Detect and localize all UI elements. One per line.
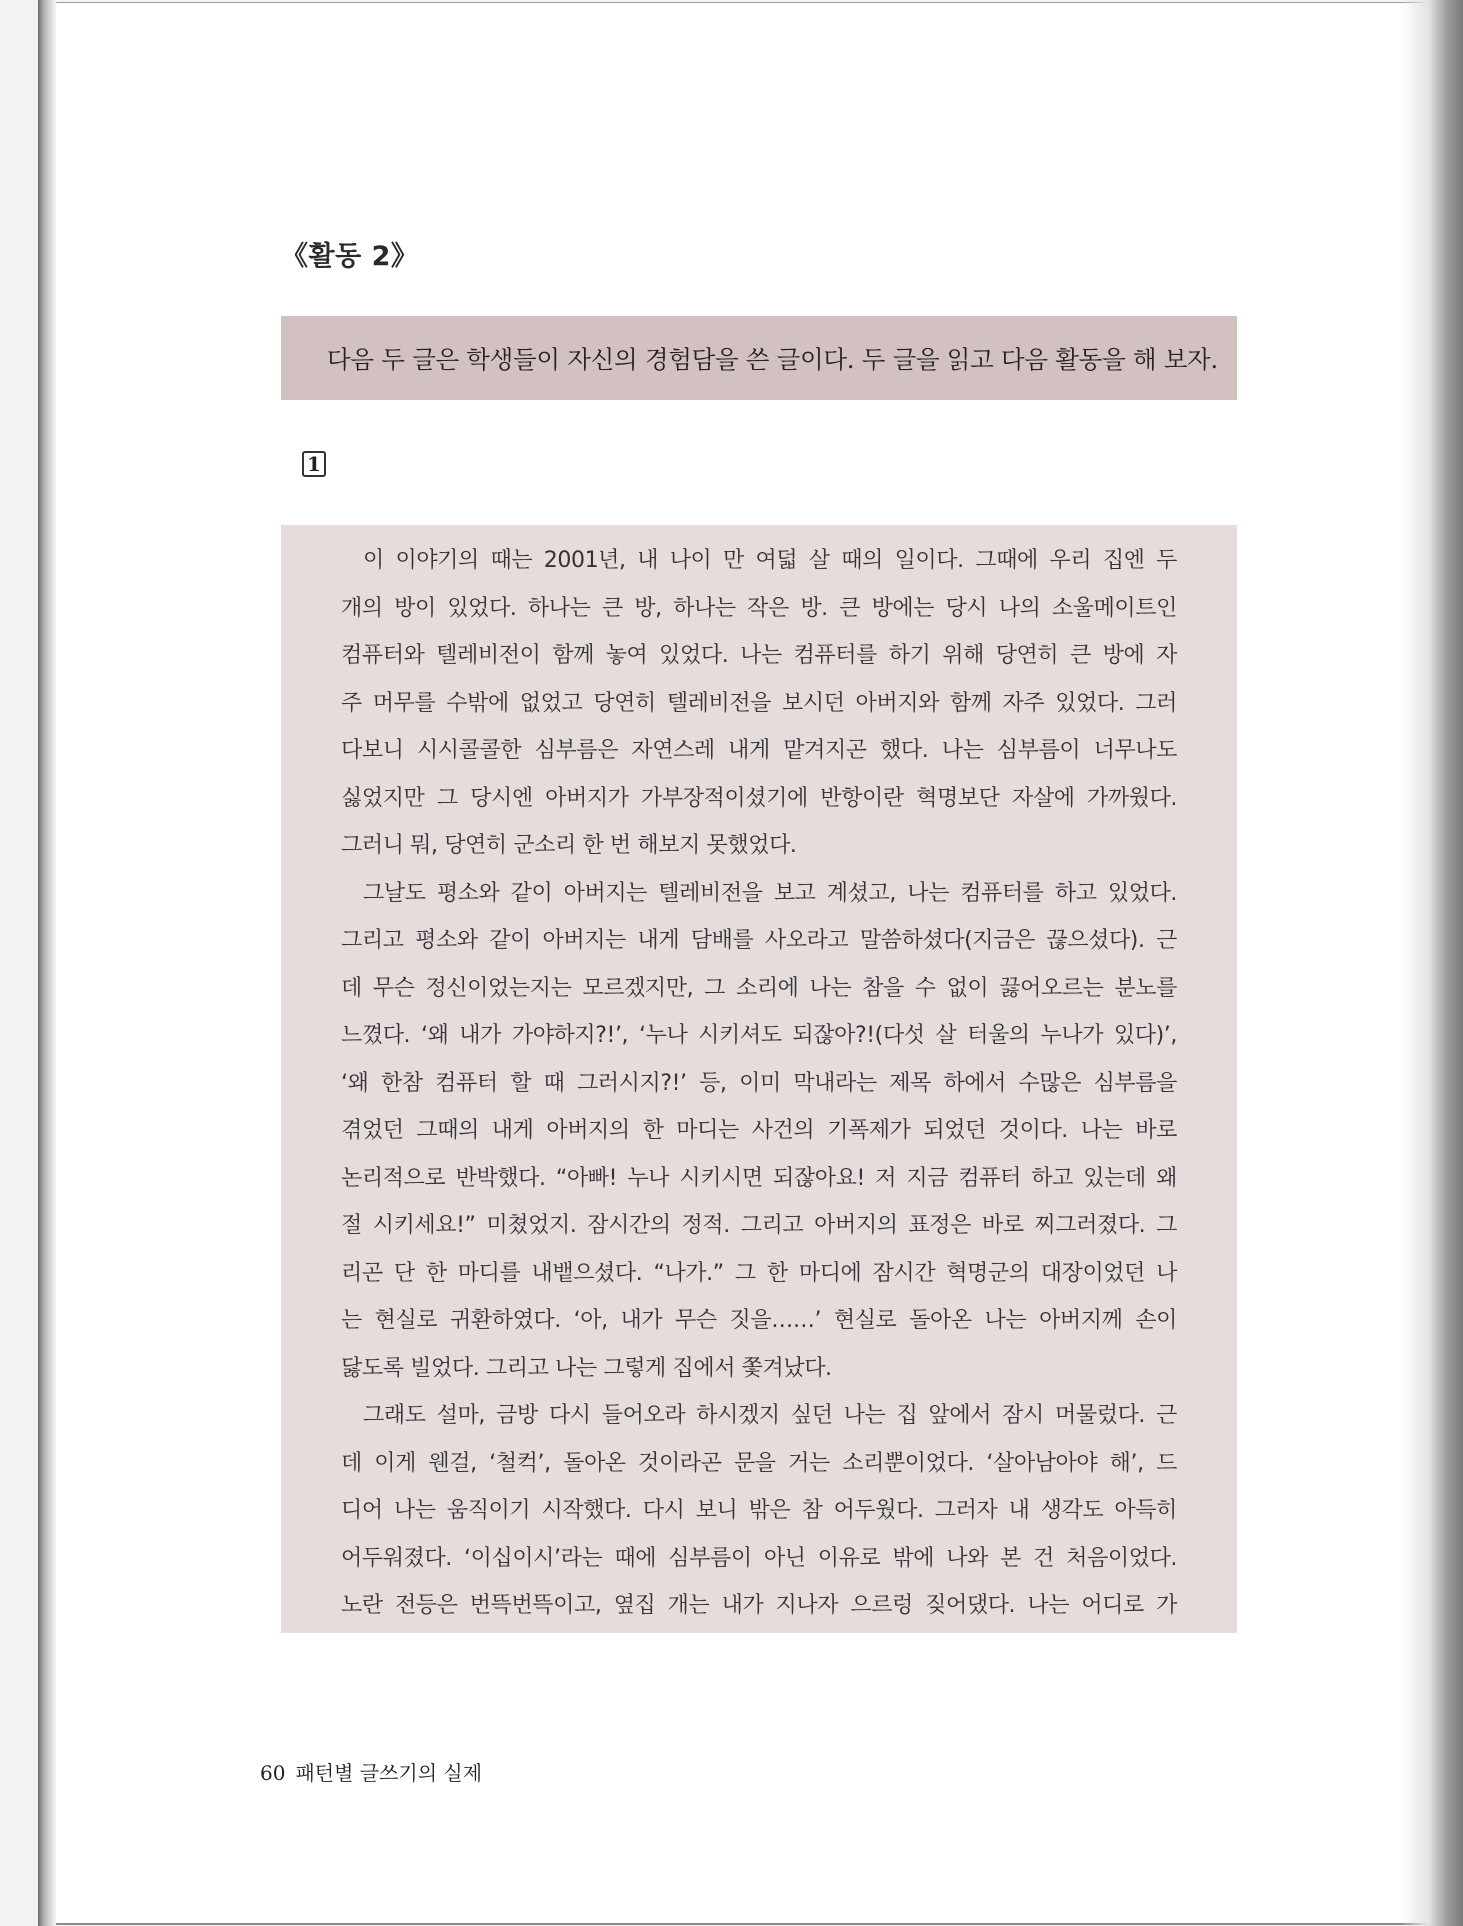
passage-line: 그날도 평소와 같이 아버지는 텔레비전을 보고 계셨고, 나는 컴퓨터를 하고 있었다. <box>363 881 1177 906</box>
passage-line: 노란 전등은 번뜩번뜩이고, 옆집 개는 내가 지나자 으르렁 짖어댔다. 나는 어디로 가 <box>341 1593 1177 1618</box>
book-title: 패턴별 글쓰기의 실제 <box>295 1761 483 1785</box>
page-footer <box>260 1757 482 1786</box>
activity-title: 《활동 2》 <box>281 241 419 272</box>
passage-line: 다보니 시시콜콜한 심부름은 자연스레 내게 맡겨지곤 했다. 나는 심부름이 너무나도 <box>341 738 1177 763</box>
passage-line: 이 이야기의 때는 2001년, 내 나이 만 여덟 살 때의 일이다. 그때에 우리 집엔 두 <box>363 548 1177 573</box>
passage-line: 주 머무를 수밖에 없었고 당연히 텔레비전을 보시던 아버지와 함께 자주 있었다. 그러 <box>341 691 1177 716</box>
page-number: 60 <box>260 1761 286 1785</box>
passage-line: 느꼈다. ‘왜 내가 가야하지?!’, ‘누나 시키셔도 되잖아?!(다섯 살 터울의 누나가 있다)’, <box>341 1023 1177 1048</box>
passage-line: 닳도록 빌었다. 그리고 나는 그렇게 집에서 쫓겨났다. <box>341 1356 832 1381</box>
passage-line: ‘왜 한참 컴퓨터 할 때 그러시지?!’ 등, 이미 막내라는 제목 하에서 수많은 심부름을 <box>341 1071 1177 1096</box>
instruction-box <box>281 316 1237 400</box>
item-number-badge: 1 <box>302 451 326 477</box>
passage-line: 디어 나는 움직이기 시작했다. 다시 보니 밖은 참 어두웠다. 그러자 내 생각도 아득히 <box>341 1498 1177 1523</box>
passage-line: 어두워졌다. ‘이십이시’라는 때에 심부름이 아닌 이유로 밖에 나와 본 건 처음이었다. <box>341 1546 1177 1571</box>
passage-line: 절 시키세요!” 미쳤었지. 잠시간의 정적. 그리고 아버지의 표정은 바로 찌그러졌다. 그 <box>341 1213 1177 1238</box>
passage-line: 는 현실로 귀환하였다. ‘아, 내가 무슨 짓을……’ 현실로 돌아온 나는 아버지께 손이 <box>341 1308 1177 1333</box>
instruction-text: 다음 두 글은 학생들이 자신의 경험담을 쓴 글이다. 두 글을 읽고 다음 활동을 해 보자. <box>327 344 1218 374</box>
passage-line: 데 이게 웬걸, ‘철컥’, 돌아온 것이라곤 문을 거는 소리뿐이었다. ‘살아남아야 해’, 드 <box>341 1451 1177 1476</box>
passage-box <box>281 525 1237 1633</box>
passage-line: 그리고 평소와 같이 아버지는 내게 담배를 사오라고 말씀하셨다(지금은 끊으셨다). 근 <box>341 928 1177 953</box>
passage-line: 리곤 단 한 마디를 내뱉으셨다. “나가.” 그 한 마디에 잠시간 혁명군의 대장이었던 나 <box>341 1261 1177 1286</box>
passage-line: 싫었지만 그 당시엔 아버지가 가부장적이셨기에 반항이란 혁명보단 자살에 가까웠다. <box>341 786 1177 811</box>
passage-line: 그래도 설마, 금방 다시 들어오라 하시겠지 싶던 나는 집 앞에서 잠시 머물렀다. 근 <box>363 1403 1177 1428</box>
passage-line: 데 무슨 정신이었는지는 모르겠지만, 그 소리에 나는 참을 수 없이 끓어오르는 분노를 <box>341 976 1177 1001</box>
passage-line: 컴퓨터와 텔레비전이 함께 놓여 있었다. 나는 컴퓨터를 하기 위해 당연히 큰 방에 자 <box>341 643 1177 668</box>
passage-line: 그러니 뭐, 당연히 군소리 한 번 해보지 못했었다. <box>341 833 797 858</box>
passage-line: 개의 방이 있었다. 하나는 큰 방, 하나는 작은 방. 큰 방에는 당시 나의 소울메이트인 <box>341 596 1177 621</box>
page-edge-shadow <box>1400 0 1463 1926</box>
passage-line: 논리적으로 반박했다. “아빠! 누나 시키시면 되잖아요! 저 지금 컴퓨터 하고 있는데 왜 <box>341 1166 1177 1191</box>
page-spine <box>38 0 58 1926</box>
passage-line: 겪었던 그때의 내게 아버지의 한 마디는 사건의 기폭제가 되었던 것이다. 나는 바로 <box>341 1118 1177 1143</box>
